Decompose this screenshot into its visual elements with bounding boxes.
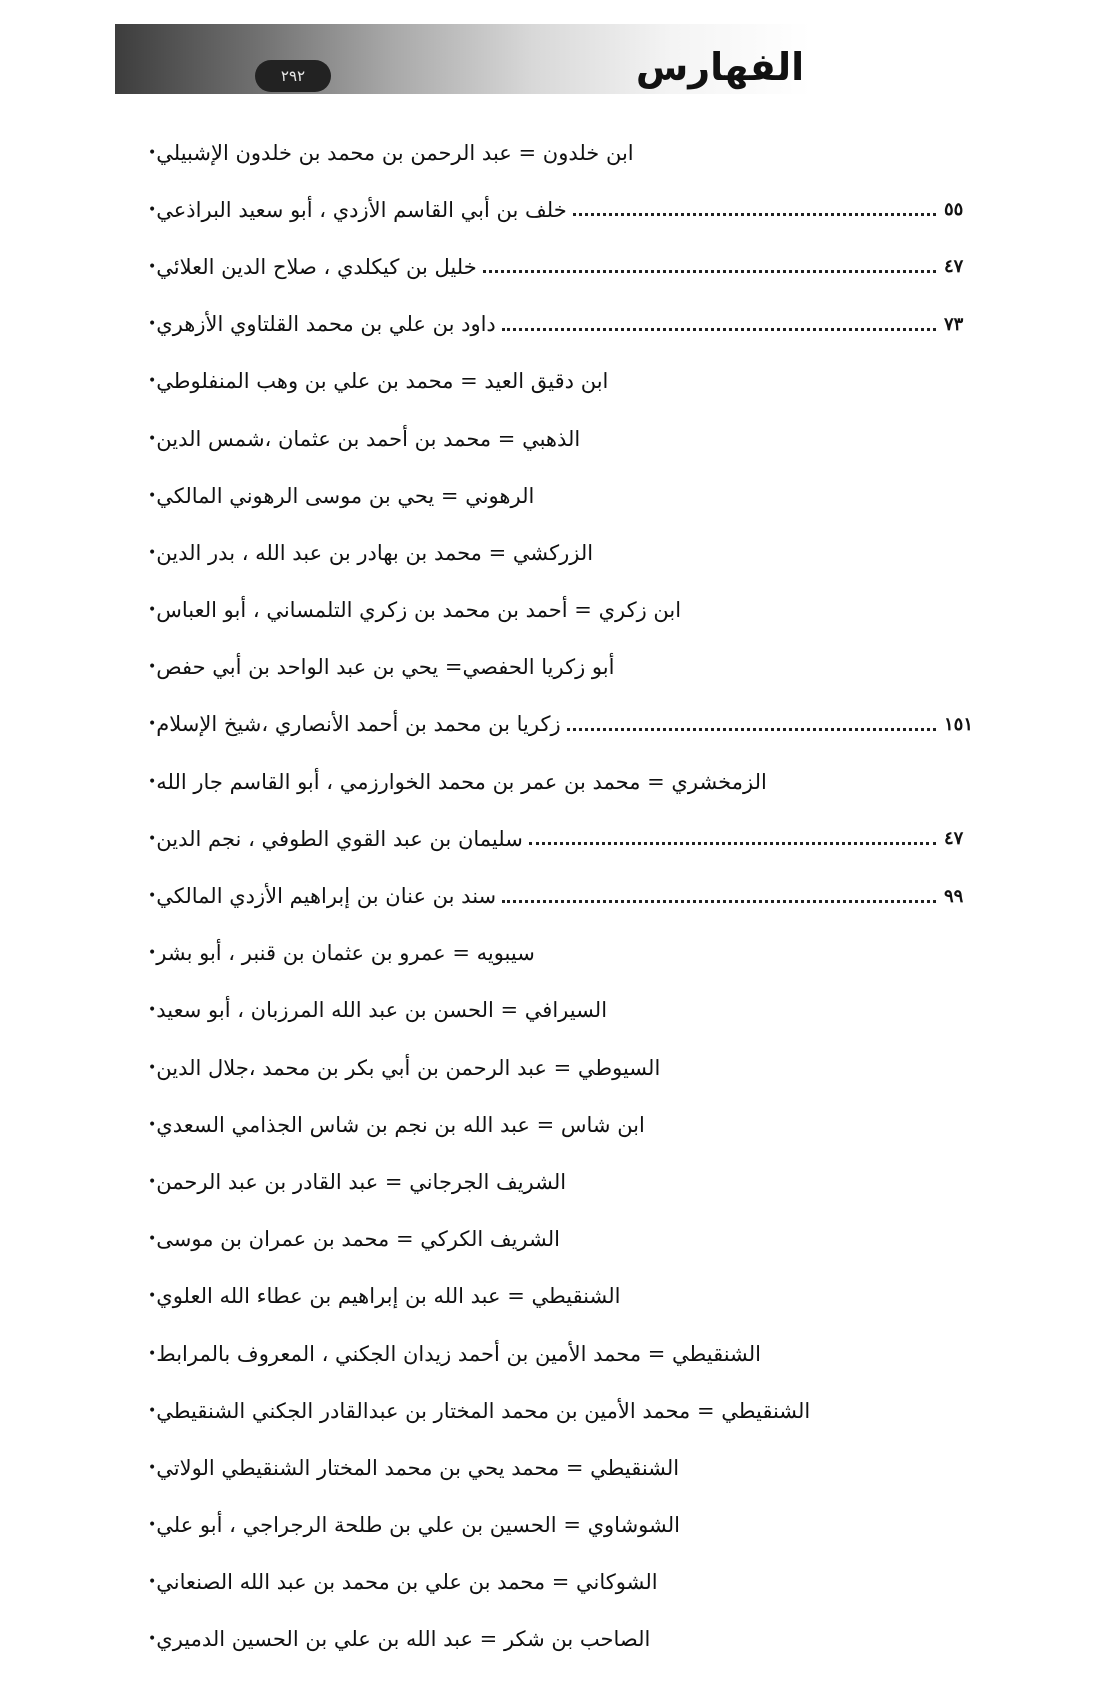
bullet-icon: • — [148, 1517, 157, 1534]
page-header-band — [115, 24, 1110, 94]
bullet-icon: • — [148, 830, 157, 847]
entry-text: داود بن علي بن محمد القلتاوي الأزهري — [156, 312, 496, 337]
bullet-icon: • — [148, 888, 157, 905]
index-entry — [140, 1611, 978, 1668]
entry-text: الشوشاوي = الحسين بن علي بن طلحة الرجراجي ، أبو علي — [156, 1513, 680, 1538]
index-entry — [140, 639, 978, 696]
entry-text: ابن شاس = عبد الله بن نجم بن شاس الجذامي السعدي — [156, 1112, 645, 1137]
dot-leader — [502, 900, 936, 903]
page-reference: ٤٧ — [944, 256, 964, 278]
bullet-icon: • — [148, 201, 157, 218]
index-entry — [140, 1382, 978, 1439]
bullet-icon: • — [148, 1631, 157, 1648]
dot-leader — [567, 728, 936, 731]
bullet-icon: • — [148, 430, 157, 447]
bullet-icon: • — [148, 373, 157, 390]
entry-text: السيرافي = الحسن بن عبد الله المرزبان ، أبو سعيد — [156, 998, 608, 1023]
bullet-icon: • — [148, 1574, 157, 1591]
entry-text: ابن زكري = أحمد بن محمد بن زكري التلمساني ، أبو العباس — [156, 598, 682, 623]
entry-text: الزركشي = محمد بن بهادر بن عبد الله ، بدر الدين — [156, 540, 594, 565]
entry-text: سليمان بن عبد القوي الطوفي ، نجم الدين — [156, 826, 523, 851]
bullet-icon: • — [148, 316, 157, 333]
page-title: الفهارس — [635, 45, 805, 89]
index-entry — [140, 1554, 978, 1611]
dot-leader — [529, 842, 936, 845]
entry-text: الشنقيطي = محمد الأمين بن محمد المختار بن عبدالقادر الجكني الشنقيطي — [156, 1398, 811, 1423]
bullet-icon: • — [148, 487, 157, 504]
index-list — [140, 124, 978, 1668]
bullet-icon: • — [148, 1459, 157, 1476]
entry-text: سند بن عنان بن إبراهيم الأزدي المالكي — [156, 884, 497, 909]
index-entry — [140, 1497, 978, 1554]
page-reference: ٧٣ — [944, 313, 964, 335]
bullet-icon: • — [148, 659, 157, 676]
page-reference: ١٥١ — [944, 713, 974, 735]
page-reference: ٥٥ — [944, 199, 964, 221]
index-entry — [140, 1039, 978, 1096]
bullet-icon: • — [148, 1059, 157, 1076]
index-entry — [140, 238, 978, 295]
entry-text: الشنقيطي = محمد الأمين بن أحمد زيدان الجكني ، المعروف بالمرابط — [156, 1341, 762, 1366]
entry-text: ابن خلدون = عبد الرحمن بن محمد بن خلدون الإشبيلي — [156, 140, 634, 165]
index-entry — [140, 925, 978, 982]
index-entry — [140, 696, 978, 753]
bullet-icon: • — [148, 602, 157, 619]
bullet-icon: • — [148, 945, 157, 962]
index-entry — [140, 1439, 978, 1496]
entry-text: الشنقيطي = عبد الله بن إبراهيم بن عطاء الله العلوي — [156, 1284, 621, 1309]
entry-text: الصاحب بن شكر = عبد الله بن علي بن الحسين الدميري — [156, 1627, 651, 1652]
bullet-icon: • — [148, 258, 157, 275]
page-reference: ٤٧ — [944, 828, 964, 850]
index-entry — [140, 181, 978, 238]
bullet-icon: • — [148, 1288, 157, 1305]
index-entry — [140, 296, 978, 353]
dot-leader — [483, 270, 936, 273]
bullet-icon: • — [148, 1002, 157, 1019]
entry-text: خلف بن أبي القاسم الأزدي ، أبو سعيد البراذعي — [156, 197, 567, 222]
page-reference: ٩٩ — [944, 885, 964, 907]
bullet-icon: • — [148, 716, 157, 733]
index-entry — [140, 582, 978, 639]
index-entry — [140, 467, 978, 524]
entry-text: ابن دقيق العيد = محمد بن علي بن وهب المنفلوطي — [156, 369, 609, 394]
index-entry — [140, 353, 978, 410]
entry-text: الشوكاني = محمد بن علي بن محمد بن عبد الله الصنعاني — [156, 1570, 658, 1595]
index-entry — [140, 1268, 978, 1325]
bullet-icon: • — [148, 1173, 157, 1190]
index-entry — [140, 410, 978, 467]
entry-text: سيبويه = عمرو بن عثمان بن قنبر ، أبو بشر — [156, 941, 535, 966]
entry-text: الذهبي = محمد بن أحمد بن عثمان ،شمس الدين — [156, 426, 581, 451]
entry-text: الرهوني = يحي بن موسى الرهوني المالكي — [156, 483, 535, 508]
entry-text: أبو زكريا الحفصي= يحي بن عبد الواحد بن أبي حفص — [156, 655, 615, 680]
entry-text: الشريف الجرجاني = عبد القادر بن عبد الرحمن — [156, 1169, 567, 1194]
bullet-icon: • — [148, 1231, 157, 1248]
entry-text: الشنقيطي = محمد يحي بن محمد المختار الشنقيطي الولاتي — [156, 1455, 680, 1480]
bullet-icon: • — [148, 1116, 157, 1133]
bullet-icon: • — [148, 1402, 157, 1419]
entry-text: الزمخشري = محمد بن عمر بن محمد الخوارزمي ، أبو القاسم جار الله — [156, 769, 767, 794]
index-entry — [140, 810, 978, 867]
index-entry — [140, 524, 978, 581]
bullet-icon: • — [148, 773, 157, 790]
index-entry — [140, 982, 978, 1039]
index-entry — [140, 1153, 978, 1210]
index-entry — [140, 867, 978, 924]
entry-text: السيوطي = عبد الرحمن بن أبي بكر بن محمد ،جلال الدين — [156, 1055, 661, 1080]
index-entry — [140, 1096, 978, 1153]
index-entry — [140, 1211, 978, 1268]
entry-text: خليل بن كيكلدي ، صلاح الدين العلائي — [156, 254, 477, 279]
dot-leader — [573, 213, 936, 216]
bullet-icon: • — [148, 544, 157, 561]
bullet-icon: • — [148, 144, 157, 161]
entry-text: الشريف الكركي = محمد بن عمران بن موسى — [156, 1227, 560, 1252]
index-entry — [140, 124, 978, 181]
index-entry — [140, 1325, 978, 1382]
dot-leader — [502, 328, 936, 331]
page-number: ٢٩٢ — [255, 60, 331, 92]
index-entry — [140, 753, 978, 810]
entry-text: زكريا بن محمد بن أحمد الأنصاري ،شيخ الإسلام — [156, 712, 561, 737]
bullet-icon: • — [148, 1345, 157, 1362]
